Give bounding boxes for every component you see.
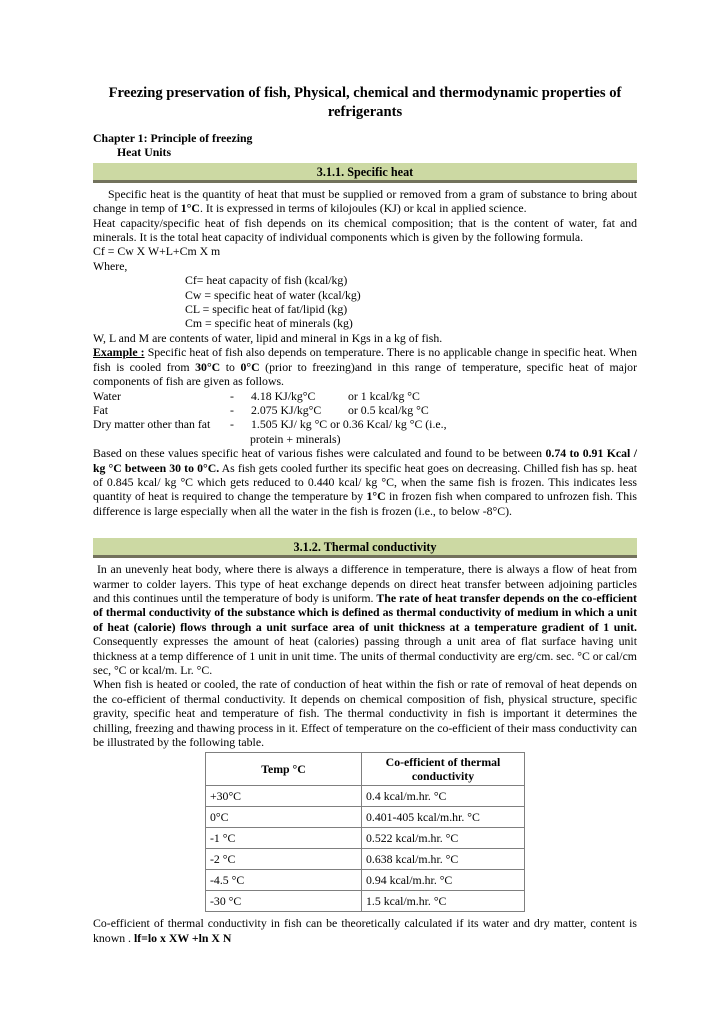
section-header-thermal-conductivity (93, 538, 637, 558)
section-specific-heat (93, 187, 637, 518)
specific-heat-value-row-dry-matter (93, 417, 637, 431)
section-thermal-conductivity (93, 562, 637, 945)
value-kcal: or 1 kcal/kg °C (348, 388, 420, 403)
chapter-heading: Chapter 1: Principle of freezing (93, 131, 253, 145)
section-header-thermal-conductivity-label: 3.1.2. Thermal conductivity (293, 540, 437, 555)
table-row (206, 849, 525, 870)
table-row (206, 786, 525, 807)
heat-units-heading: Heat Units (117, 145, 172, 160)
contents-note: W, L and M are contents of water, lipid and mineral in Kgs in a kg of fish. (93, 330, 443, 345)
text-segment: Specific heat is the quantity of heat that must be supplied or removed from a gram of substance to bring about change in temp of (93, 186, 637, 216)
definition-cl: CL = specific heat of fat/lipid (kg) (185, 302, 348, 317)
dash-separator: - (230, 417, 234, 432)
text-segment: . It is expressed in terms of kilojoules (KJ) or kcal in applied science. (199, 201, 527, 216)
document-title: Freezing preservation of fish, Physical, chemical and thermodynamic properties of refrigerants (108, 85, 622, 120)
table-header-coefficient: Co-efficient of thermal conductivity (362, 753, 525, 786)
table-cell-temp: -1 °C (206, 828, 362, 849)
component-label: Dry matter other than fat (93, 417, 211, 432)
formula-definitions (185, 273, 637, 331)
paragraph-example (93, 345, 637, 388)
definition-cm: Cm = specific heat of minerals (kg) (185, 316, 353, 331)
text-segment-bold: 0.74 to 0.91 Kcal / kg °C between 30 to 0°C. (93, 446, 637, 475)
table-header-row (206, 753, 525, 786)
table-row (206, 891, 525, 912)
text-segment-bold: 30°C (195, 359, 221, 374)
table-row (206, 828, 525, 849)
text-segment-bold: 1°C (366, 489, 386, 504)
table-cell-temp: -30 °C (206, 891, 362, 912)
text-segment: (prior to freezing)and in this range of temperature, specific heat of major components of fish are given as follows. (93, 359, 637, 389)
text-segment: Consequently expresses the amount of heat (calories) passing through a unit area of flat surface having unit thickness at a temp difference of 1 unit in unit time. The units of thermal conductivity are erg/cm. sec. °C or cal/cm sec, °C or kcal/m. Lr. °C. (93, 634, 637, 677)
where-label: Where, (93, 258, 128, 273)
table-cell-coefficient: 0.4 kcal/m.hr. °C (362, 786, 525, 807)
specific-heat-value-row-fat (93, 403, 637, 417)
table-cell-temp: -4.5 °C (206, 870, 362, 891)
section-header-specific-heat (93, 163, 637, 183)
component-label: Fat (93, 402, 109, 417)
table-cell-coefficient: 0.401-405 kcal/m.hr. °C (362, 807, 525, 828)
table-cell-temp: +30°C (206, 786, 362, 807)
paragraph-thermal-conductivity-fish: When fish is heated or cooled, the rate of conduction of heat within the fish or rate of removal of heat depends on the co-efficient of thermal conductivity. It depends on chemical composition of fish, physical structure, specific gravity, specific heat and temperature of fish. The thermal conductivity in fish is important it determines the chilling, freezing and thawing process in it. Effect of temperature on the co-efficient of their mass conductivity can be illustrated by the following table. (93, 677, 637, 750)
text-segment-bold: lf=lo x XW +ln X N (133, 930, 232, 945)
text-segment-bold: The rate of heat transfer depends on the co-efficient of thermal conductivity of the substance which is defined as thermal conductivity of medium in which a unit of heat (calorie) flows through a unit surface area of unit thickness at a temperature gradient of 1 unit. (93, 590, 637, 634)
text-segment: Based on these values specific heat of various fishes were calculated and found to be between (93, 446, 546, 461)
definition-cw: Cw = specific heat of water (kcal/kg) (185, 287, 361, 302)
paragraph-specific-heat-definition (93, 187, 637, 216)
table-row (206, 870, 525, 891)
paragraph-thermal-conductivity-definition (93, 562, 637, 677)
text-segment: in frozen fish when compared to unfrozen fish. This difference is large especially when all the water in the fish is frozen (i.e., to below -8°C). (93, 489, 637, 518)
table-cell-coefficient: 0.638 kcal/m.hr. °C (362, 849, 525, 870)
thermal-conductivity-table (205, 752, 525, 912)
table-cell-temp: 0°C (206, 807, 362, 828)
value-kj: 4.18 KJ/kg°C (251, 388, 316, 403)
value-kj: 1.505 KJ/ kg °C or 0.36 Kcal/ kg °C (i.e., (251, 417, 447, 432)
text-segment: to (220, 359, 241, 374)
dash-separator: - (230, 402, 234, 417)
component-label: Water (93, 388, 121, 403)
table-cell-coefficient: 0.94 kcal/m.hr. °C (362, 870, 525, 891)
table-cell-temp: -2 °C (206, 849, 362, 870)
text-segment: As fish gets cooled further its specific heat goes on decreasing. Chilled fish has sp. heat of 0.845 kcal/ kg °C which gets reduced to 0.440 kcal/ kg °C, when the same fish is frozen. This indicates less quantity of heat is required to change the temperature by (93, 460, 637, 504)
paragraph-specific-heat-conclusion (93, 446, 637, 518)
text-segment-bold: 1°C (180, 201, 200, 216)
section-header-specific-heat-label: 3.1.1. Specific heat (316, 164, 414, 179)
text-segment: Specific heat of fish also depends on temperature. There is no applicable change in specific heat. When fish is cooled from (93, 345, 637, 374)
table-row (206, 807, 525, 828)
example-label: Example : (93, 345, 145, 360)
table-cell-coefficient: 1.5 kcal/m.hr. °C (362, 891, 525, 912)
value-kcal: or 0.5 kcal/kg °C (348, 402, 429, 417)
specific-heat-value-row-water (93, 389, 637, 403)
paragraph-theoretical-calculation (93, 916, 637, 945)
continuation-line-protein-minerals: protein + minerals) (250, 431, 341, 446)
dash-separator: - (230, 388, 234, 403)
table-cell-coefficient: 0.522 kcal/m.hr. °C (362, 828, 525, 849)
paragraph-heat-capacity: Heat capacity/specific heat of fish depends on its chemical composition; that is the content of water, fat and minerals. It is the total heat capacity of individual components which is given by the following formula. (93, 215, 637, 245)
table-header-temp: Temp °C (206, 753, 362, 786)
definition-cf: Cf= heat capacity of fish (kcal/kg) (185, 273, 348, 288)
formula-line: Cf = Cw X W+L+Cm X m (93, 244, 221, 259)
text-segment: In an unevenly heat body, where there is always a difference in temperature, there is always a flow of heat from warmer to colder layers. This type of heat exchange depends on direct heat transfer between adjoining particles and this continues until the temperature of body is uniform. (93, 562, 637, 605)
text-segment-bold: 0°C (240, 359, 260, 374)
text-segment: Co-efficient of thermal conductivity in fish can be theoretically calculated if its water and dry matter, content is known . (93, 916, 637, 945)
value-kj: 2.075 KJ/kg°C (251, 402, 322, 417)
